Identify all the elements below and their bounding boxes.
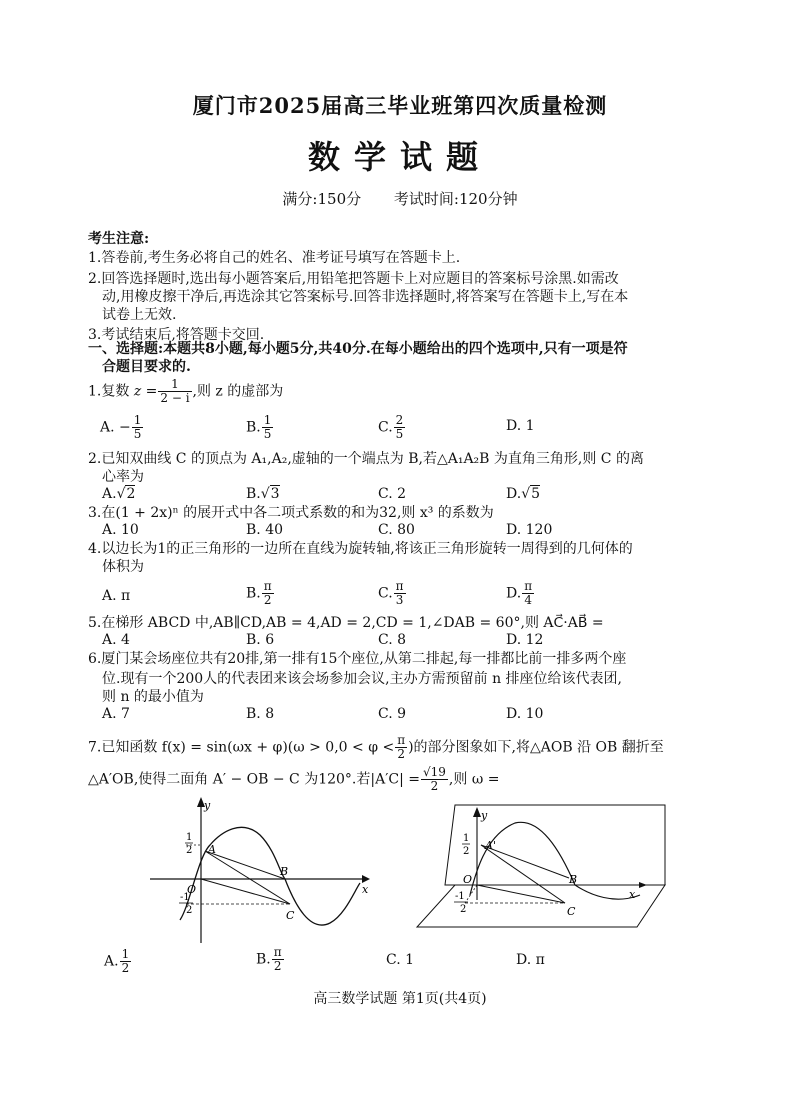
label-half-den: 2 [186, 845, 193, 856]
q7-option-a[interactable]: A. $\frac{1}{2}$ [104, 947, 130, 975]
q1-option-d[interactable]: D. 1 [506, 418, 535, 434]
q1-option-c[interactable]: C. $\frac{2}{5}$ [378, 413, 404, 441]
exam-time: 考试时间:120分钟 [393, 190, 518, 208]
q2-option-d[interactable]: D.√5 [506, 486, 541, 502]
full-score: 满分:150分 [282, 190, 362, 208]
q2-option-b[interactable]: B.√3 [246, 486, 280, 502]
q3-option-a[interactable]: A. 10 [102, 522, 139, 538]
exam-meta [0, 188, 800, 209]
q5-option-c[interactable]: C. 8 [378, 632, 407, 648]
label-a: A [208, 843, 216, 856]
label-b: B [280, 865, 289, 878]
label-neg-half-den: 2 [460, 904, 467, 915]
y-axis-arrow [473, 807, 481, 817]
question-6: 6.厦门某会场座位共有20排,第一排有15个座位,从第二排起,每一排都比前一排多两个座 [88, 651, 627, 667]
q5-option-d[interactable]: D. 12 [506, 632, 544, 648]
exam-header-title: 厦门市2025届高三毕业班第四次质量检测 [192, 93, 608, 118]
notice-item: 动,用橡皮擦干净后,再选涂其它答案标号.回答非选择题时,将答案写在答题卡上,写在本 [102, 289, 629, 305]
page-footer: 高三数学试题 第1页(共4页) [313, 991, 487, 1007]
question-4: 4.以边长为1的正三角形的一边所在直线为旋转轴,将该正三角形旋转一周得到的几何体的 [88, 541, 633, 557]
q7-option-c[interactable]: C. 1 [386, 952, 415, 968]
label-o: O [463, 873, 473, 886]
label-neg-half-den: 2 [186, 905, 193, 916]
q7-option-b[interactable]: B. $\frac{\pi}{2}$ [256, 945, 282, 973]
question-7-cont: △A′OB,使得二面角 A′ − OB − C 为120°.若|A′C| = $\frac{√19}{2}$ ,则 ω = [88, 765, 500, 793]
q1-option-b[interactable]: B. $\frac{1}{5}$ [246, 413, 272, 441]
question-2-cont: 心率为 [102, 469, 144, 485]
notice-heading: 考生注意: [88, 231, 150, 247]
q6-option-c[interactable]: C. 9 [378, 706, 407, 722]
label-b: B [569, 873, 578, 886]
q4-option-d[interactable]: D. $\frac{\pi}{4}$ [506, 579, 533, 607]
exam-subject-title: 数学试题 [307, 138, 492, 176]
q3-option-d[interactable]: D. 120 [506, 522, 553, 538]
label-c: C [567, 905, 576, 918]
q2-option-c[interactable]: C. 2 [378, 486, 407, 502]
segment-oc [201, 879, 290, 904]
sine-graph-figure [150, 795, 380, 945]
label-neg-half-num: -1 [455, 891, 465, 902]
q6-option-d[interactable]: D. 10 [506, 706, 544, 722]
x-axis-arrow [362, 875, 370, 883]
label-y: y [204, 799, 211, 812]
question-1: 1.复数 z = $\frac{1}{2 - i}$ ,则 z 的虚部为 [88, 377, 284, 405]
fraction: $\frac{1}{2 - i}$ [160, 377, 190, 405]
q4-option-b[interactable]: B. $\frac{\pi}{2}$ [246, 579, 272, 607]
sine-curve-upper [470, 822, 578, 895]
sine-curve [180, 827, 360, 925]
label-o: O [187, 883, 197, 896]
question-3: 3.在(1 + 2x)ⁿ 的展开式中各二项式系数的和为32,则 x³ 的系数为 [88, 505, 494, 521]
q4-option-a[interactable]: A. π [102, 588, 131, 604]
label-y: y [481, 809, 488, 822]
q7-option-d[interactable]: D. π [516, 952, 545, 968]
label-half-den: 2 [463, 846, 470, 857]
q5-option-a[interactable]: A. 4 [102, 632, 130, 648]
label-c: C [286, 909, 295, 922]
question-2: 2.已知双曲线 C 的顶点为 A₁,A₂,虚轴的一个端点为 B,若△A₁A₂B 为直角三角形,则 C 的离 [88, 451, 644, 467]
label-x: x [362, 883, 369, 896]
segment-ac [205, 851, 290, 904]
question-5: 5.在梯形 ABCD 中,AB∥CD,AB = 4,AD = 2,CD = 1,∠DAB = 60°,则 AC⃗·AB⃗ = [88, 615, 604, 631]
q6-option-b[interactable]: B. 8 [246, 706, 275, 722]
q1-option-a[interactable]: A. − $\frac{1}{5}$ [100, 413, 142, 441]
label-x: x [629, 888, 636, 901]
dashed-link [465, 885, 477, 903]
notice-item: 试卷上无效. [102, 307, 177, 323]
label-half-num: 1 [463, 833, 470, 844]
q2-option-a[interactable]: A.√2 [102, 486, 136, 502]
notice-item: 3.考试结束后,将答题卡交回. [88, 327, 265, 343]
q5-option-b[interactable]: B. 6 [246, 632, 275, 648]
question-4-cont: 体积为 [102, 559, 144, 575]
section-heading-cont: 合题目要求的. [102, 359, 191, 375]
q6-option-a[interactable]: A. 7 [102, 706, 130, 722]
notice-item: 2.回答选择题时,选出每小题答案后,用铅笔把答题卡上对应题目的答案标号涂黑.如需改 [88, 271, 619, 287]
q3-option-c[interactable]: C. 80 [378, 522, 415, 538]
question-6-cont: 则 n 的最小值为 [102, 689, 204, 705]
label-a-prime: A' [485, 839, 496, 852]
section-heading: 一、选择题:本题共8小题,每小题5分,共40分.在每小题给出的四个选项中,只有一项是符 [88, 341, 628, 357]
q4-option-c[interactable]: C. $\frac{\pi}{3}$ [378, 579, 404, 607]
folded-figure [415, 795, 675, 935]
question-6-cont: 位.现有一个200人的代表团来该会场参加会议,主办方需预留前 n 排座位给该代表团, [102, 671, 622, 687]
notice-item: 1.答卷前,考生务必将自己的姓名、准考证号填写在答题卡上. [88, 250, 461, 266]
x-axis-arrow [639, 882, 647, 888]
q3-option-b[interactable]: B. 40 [246, 522, 284, 538]
label-neg-half-num: -1 [180, 892, 190, 903]
question-7: 7.已知函数 f(x) = sin(ωx + φ)(ω > 0,0 < φ < $\frac{\pi}{2}$ )的部分图象如下,将△AOB 沿 OB 翻折至 [88, 733, 664, 761]
label-half-num: 1 [186, 832, 193, 843]
